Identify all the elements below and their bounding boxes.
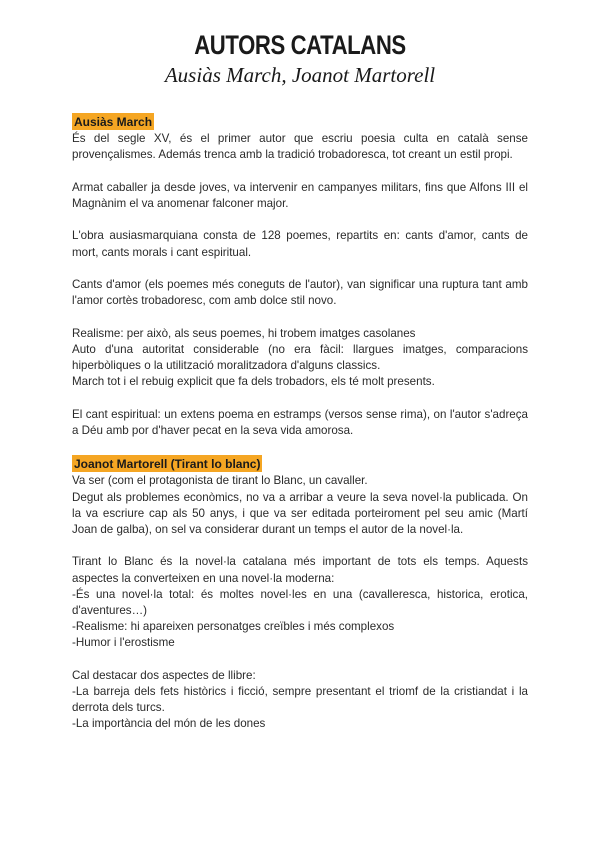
section-ausias-march — [72, 113, 528, 439]
paragraph: Cants d'amor (els poemes més coneguts de l'autor), van significar una ruptura tant amb l'amor cortès trobadoresc, com amb dolce stil novo. — [72, 277, 528, 308]
paragraph: És del segle XV, és el primer autor que escriu poesia culta en català sense provençalismes. Además trenca amb la tradició trobadoresca, tot creant un estil propi. — [72, 132, 528, 162]
document-body — [72, 113, 528, 733]
list-item: -La importància del món de les dones — [72, 717, 266, 731]
paragraph: Realisme: per això, als seus poemes, hi trobem imatges casolanes — [72, 326, 416, 340]
page-subtitle: Ausiàs March, Joanot Martorell — [164, 63, 436, 87]
paragraph: Cal destacar dos aspectes de llibre: — [72, 668, 256, 682]
page-title: AUTORS CATALANS — [194, 30, 406, 60]
section-heading: Joanot Martorell (Tirant lo blanc) — [74, 457, 261, 472]
list-item: -Realisme: hi apareixen personatges creïbles i més complexos — [72, 620, 395, 634]
list-item: -Humor i l'erostisme — [72, 636, 175, 650]
paragraph: Degut als problemes econòmics, no va a arribar a veure la seva novel·la publicada. On la va escriure cap als 50 anys, i que va ser editada porteiroment pel seu amic (Martí Joan de galba), on sel va considerar durant un temps el autor de la novel·la. — [72, 490, 528, 536]
list-item: -És una novel·la total: és moltes novel·les en una (cavalleresca, historica, erotica, d'aventures…) — [72, 587, 528, 617]
section-heading: Ausiàs March — [74, 115, 153, 129]
paragraph: March tot i el rebuig explicit que fa dels trobadors, els té molt presents. — [72, 375, 435, 389]
paragraph: L'obra ausiasmarquiana consta de 128 poemes, repartits en: cants d'amor, cants de mort, cants morals i cant espiritual. — [72, 229, 528, 259]
paragraph: Armat caballer ja desde joves, va intervenir en campanyes militars, fins que Alfons III el Magnànim el va anomenar falconer major. — [72, 180, 528, 210]
paragraph: Auto d'una autoritat considerable (no era fàcil: llargues imatges, comparacions hiperbòliques o la utilització moralitzadora d'alguns classics. — [72, 342, 528, 372]
paragraph: El cant espiritual: un extens poema en estramps (versos sense rima), on l'autor s'adreça a Déu amb por d'haver pecat en la seva vida amorosa. — [72, 407, 528, 437]
paragraph: Tirant lo Blanc és la novel·la catalana més important de tots els temps. Aquests aspectes la converteixen en una novel·la moderna: — [72, 555, 528, 585]
list-item: -La barreja dels fets històrics i ficció, sempre presentant el triomf de la cristiandat i la derrota dels turcs. — [72, 684, 528, 715]
section-joanot-martorell — [72, 455, 528, 732]
paragraph: Va ser (com el protagonista de tirant lo Blanc, un cavaller. — [72, 474, 368, 488]
